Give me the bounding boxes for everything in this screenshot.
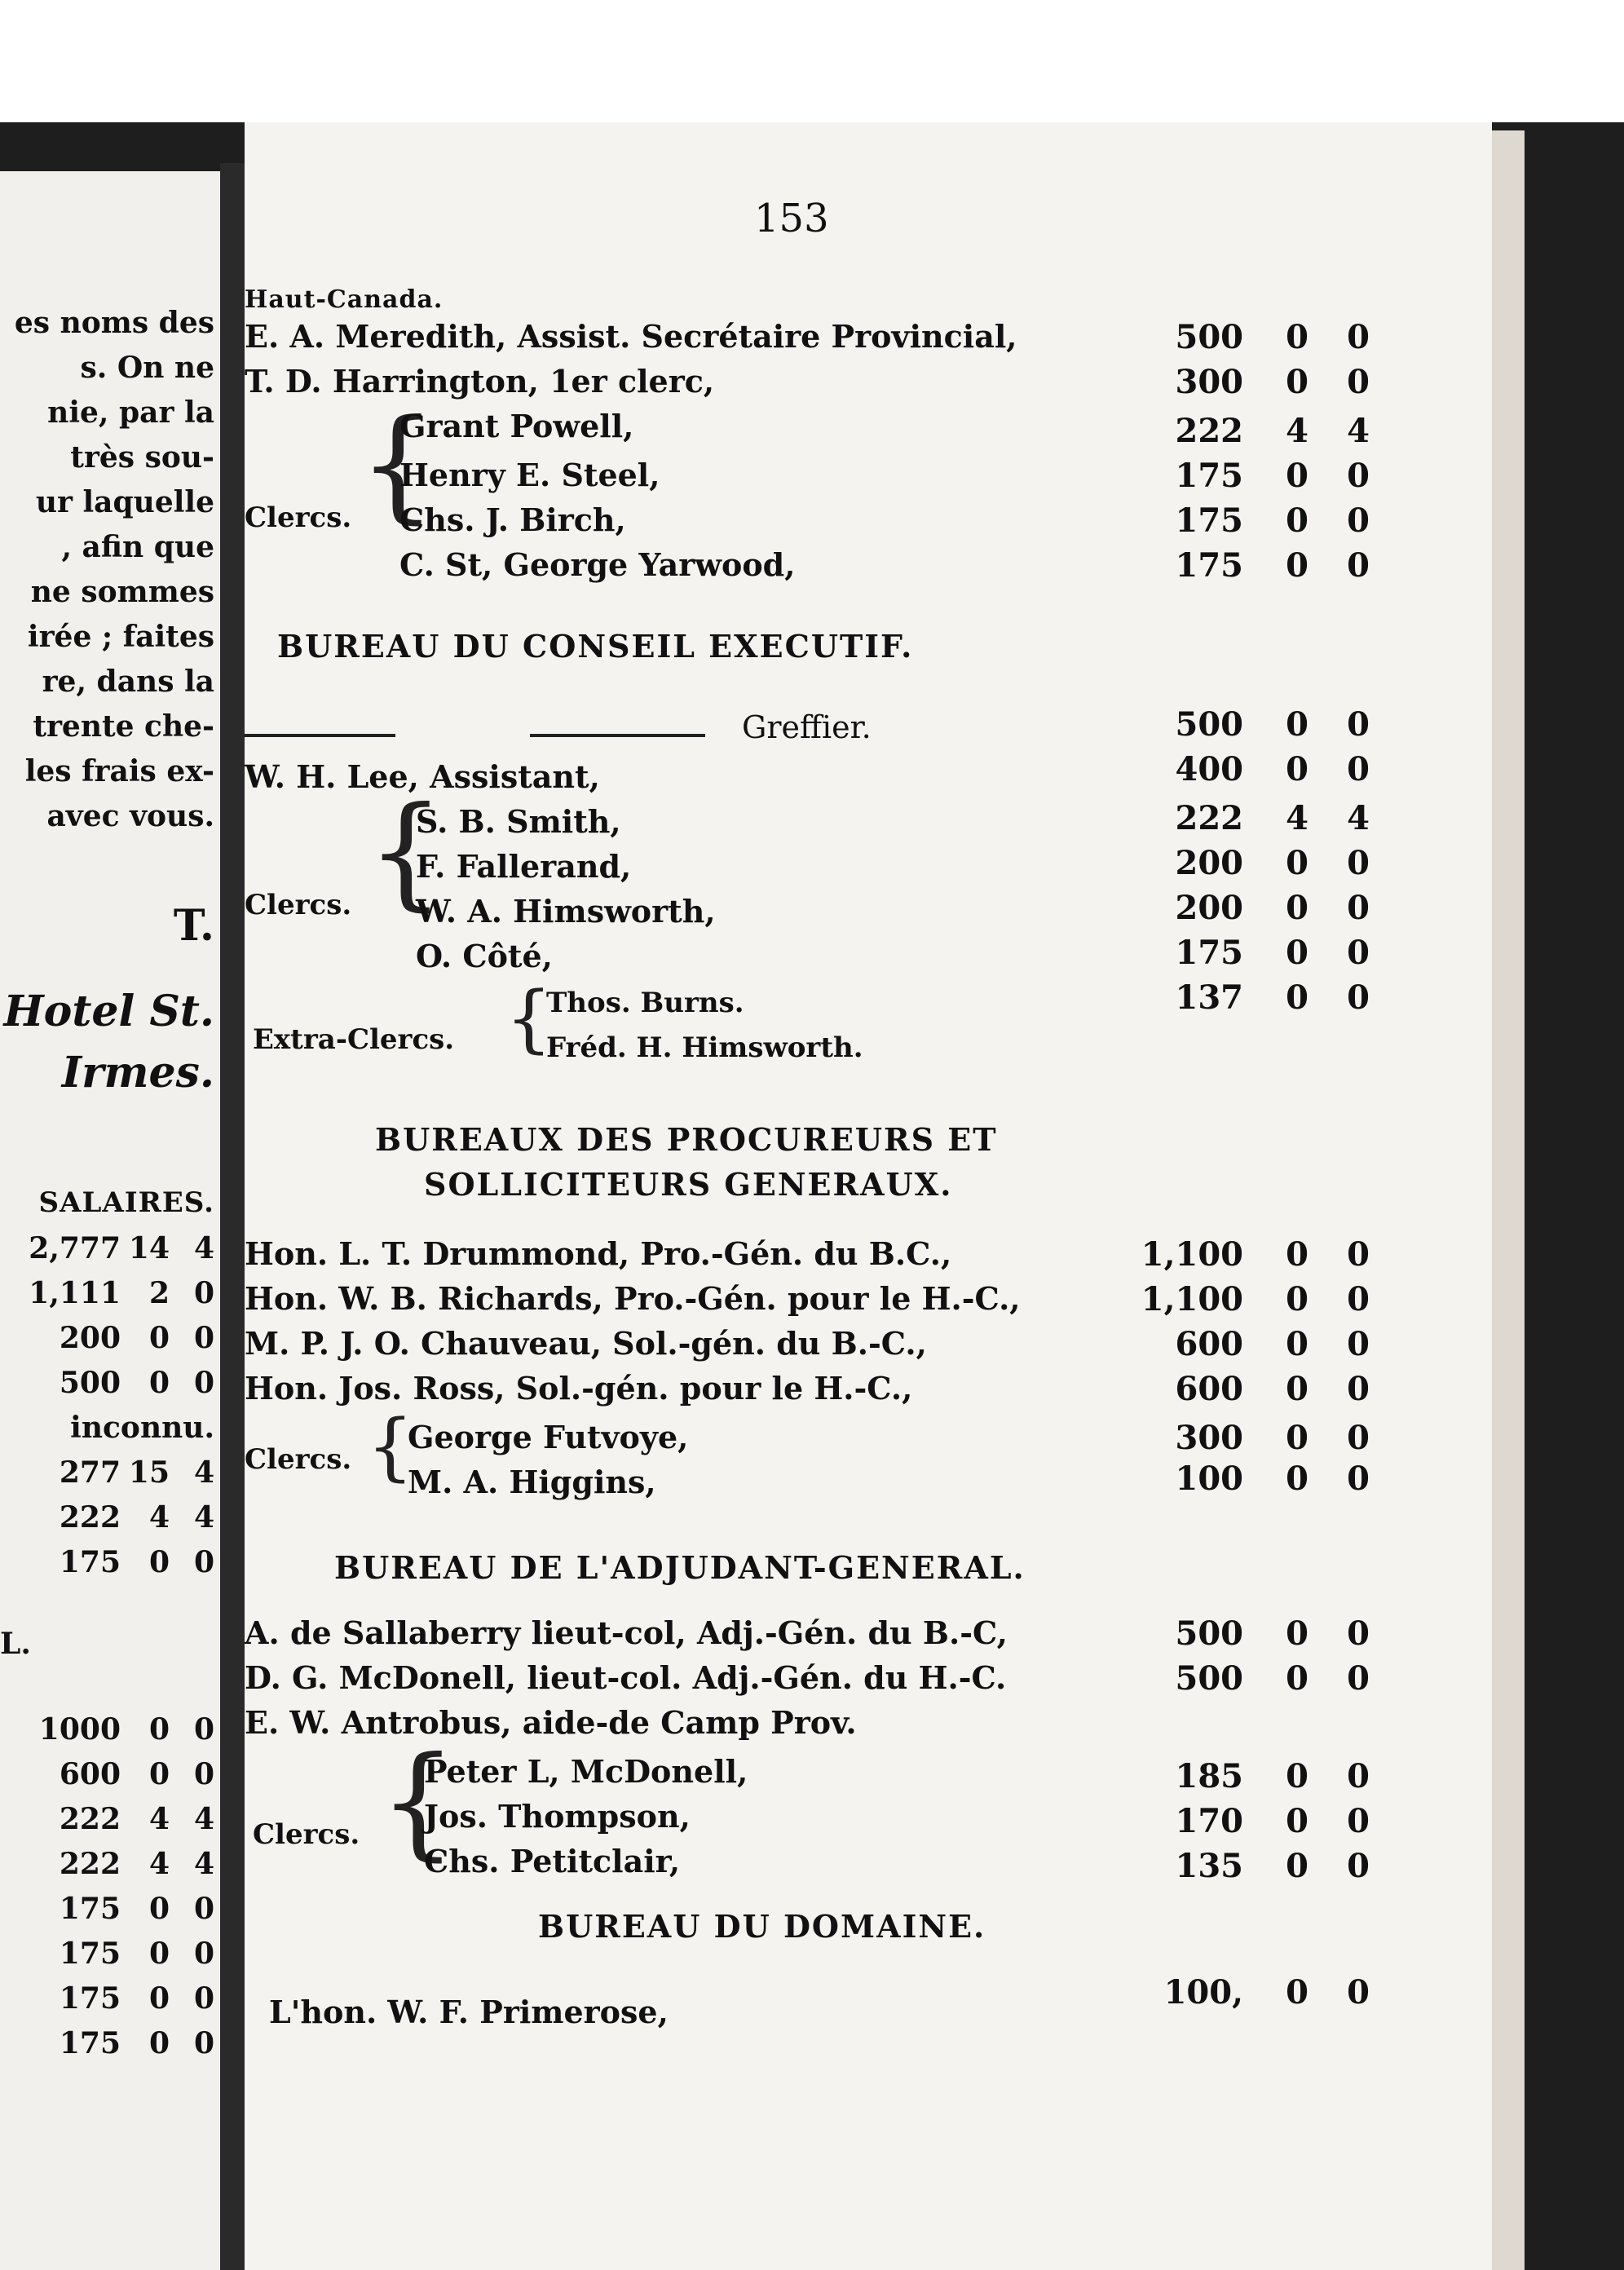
left-text-line: les frais ex- [24, 754, 214, 788]
clerc-name: S. B. Smith, [416, 803, 621, 840]
left-text-line: ne sommes [30, 575, 214, 609]
brace: { [379, 1731, 457, 1873]
left-text-line: re, dans la [42, 665, 214, 699]
left-text-line: ur laquelle [35, 485, 214, 519]
left-text-line: es noms des [14, 306, 214, 340]
heading-conseil-executif: BUREAU DU CONSEIL EXECUTIF. [277, 628, 914, 665]
left-l-fragment: L. [0, 1627, 31, 1661]
clerc-name: Grant Powell, [399, 408, 634, 444]
entry-text: T. D. Harrington, 1er clerc, [245, 363, 715, 400]
clerc-name: Chs. Petitclair, [424, 1843, 681, 1879]
blank-name-rule [530, 734, 705, 737]
brace: { [367, 1404, 414, 1490]
entry-text: A. de Sallaberry lieut-col, Adj.-Gén. du B.-C, [245, 1614, 1008, 1651]
clerc-name: C. St, George Yarwood, [399, 546, 796, 583]
entry-text: Hon. L. T. Drummond, Pro.-Gén. du B.C., [245, 1235, 952, 1272]
clerc-name: M. A. Higgins, [408, 1464, 656, 1500]
clerc-name: Chs. J. Birch, [399, 501, 626, 538]
heading-procureurs-2: SOLLICITEURS GENERAUX. [424, 1166, 953, 1203]
brace: { [505, 976, 553, 1062]
clerc-name: Jos. Thompson, [424, 1798, 691, 1835]
section-title-haut-canada: Haut-Canada. [245, 285, 444, 314]
entry-text: W. H. Lee, Assistant, [245, 758, 600, 795]
clercs-label: Clercs. [245, 501, 352, 534]
left-armes-line: Irmes. [61, 1048, 214, 1097]
brace: { [367, 781, 445, 923]
extra-clerc-name: Thos. Burns. [546, 987, 744, 1019]
left-salaires-heading: SALAIRES. [38, 1186, 214, 1219]
heading-adjudant-general: BUREAU DE L'ADJUDANT-GENERAL. [334, 1549, 1026, 1586]
left-text-line: irée ; faites [27, 620, 214, 654]
page-number: 153 [754, 196, 829, 241]
entry-text: L'hon. W. F. Primerose, [269, 1994, 669, 2030]
entry-text: E. W. Antrobus, aide-de Camp Prov. [245, 1704, 857, 1741]
left-text-line: s. On ne [80, 351, 214, 385]
greffier-label: Greffier. [742, 709, 872, 745]
clerc-name: F. Fallerand, [416, 848, 632, 885]
clerc-name: George Futvoye, [408, 1419, 689, 1455]
left-heading-fragment: T. [173, 901, 214, 951]
left-inconnu: inconnu. [70, 1411, 214, 1445]
clerc-name: W. A. Himsworth, [416, 893, 716, 930]
extra-clercs-label: Extra-Clercs. [253, 1023, 455, 1056]
left-text-line: , afin que [61, 530, 214, 564]
page-edge [1492, 130, 1525, 2270]
clerc-name: Peter L, McDonell, [424, 1753, 748, 1790]
left-text-line: nie, par la [47, 395, 214, 430]
left-hotel-line: Hotel St. [3, 987, 214, 1036]
right-page: 153 Haut-Canada. E. A. Meredith, Assist. Secrétaire Provincial, 500 0 0 T. D. Harrington, 1er clerc, 300 0 0 Clercs. { Grant Powell, 222 4 4 Henry E. Steel, 175 0 0 Chs. J. Birch, 175 0 0 C. St, George Yarwood, 175 0 0 BUREAU DU CONSEIL EXECUTIF. Greffier. 500 0 0 W. H. Lee, Assistant, 400 0 0 Clercs. { S. B. Smith, 222 4 4 F. Fallerand, 200 0 0 W. A. Himsworth, 200 0 0 O. Côté, 175 0 0 137 0 0 Extra-Clercs. { Thos. Burns. Fréd. H. Himsworth. BUREAUX DES PROCUREURS ET SOLLICITEURS GENERAUX. Hon. L. T. Drummond, Pro.-Gén. du B.C., 1,100 0 0 Hon. W. B. Richards, Pro.-Gén. pour le H.-C., 1,100 0 0 M. P. J. O. Chauveau, Sol.-gén. du B.-C., 600 0 0 Hon. Jos. Ross, Sol.-gén. pour le H.-C., 600 0 0 Clercs. { George Futvoye, 300 0 0 M. A. Higgins, 100 0 0 BUREAU DE L'ADJUDANT-GENERAL. A. de Sallaberry lieut-col, Adj.-Gén. du B.-C, 500 0 0 D. G. McDonell, lieut-col. Adj.-Gén. du H.-C. 500 0 0 E. W. Antrobus, aide-de Camp Prov. 185 0 0 Clercs. { Peter L, McDonell, 170 0 0 Jos. Thompson, 135 0 0 Chs. Petitclair, BUREAU DU DOMAINE. L'hon. W. F. Primerose, 100, 0 0 [245, 122, 1492, 2270]
blank-name-rule [245, 734, 395, 737]
entry-text: Hon. Jos. Ross, Sol.-gén. pour le H.-C., [245, 1370, 913, 1407]
heading-procureurs-1: BUREAUX DES PROCUREURS ET [375, 1121, 998, 1158]
entry-text: D. G. McDonell, lieut-col. Adj.-Gén. du H.-C. [245, 1659, 1007, 1696]
clerc-name: O. Côté, [416, 938, 553, 974]
heading-domaine: BUREAU DU DOMAINE. [538, 1908, 986, 1945]
entry-text: Hon. W. B. Richards, Pro.-Gén. pour le H.-C., [245, 1280, 1021, 1317]
left-text-line: trente che- [33, 709, 214, 744]
left-page: es noms des s. On ne nie, par la très sou- ur laquelle , afin que ne sommes irée ; faites re, dans la trente che- les frais ex- avec vous. T. Hotel St. Irmes. SALAIRES. 2,777 14 4 1,111 2 0 200 0 0 500 0 0 inconnu. 277 15 4 222 4 4 175 0 0 L. 1000 0 0 600 0 0 222 4 4 222 4 4 175 0 0 175 0 0 175 0 0 175 0 0 [0, 171, 224, 2270]
clercs-label: Clercs. [245, 889, 352, 921]
left-text-line: avec vous. [46, 799, 214, 833]
entry-text: M. P. J. O. Chauveau, Sol.-gén. du B.-C., [245, 1325, 927, 1362]
clercs-label: Clercs. [245, 1443, 352, 1476]
brace: { [359, 394, 437, 536]
extra-clerc-name: Fréd. H. Himsworth. [546, 1031, 863, 1064]
clerc-name: Henry E. Steel, [399, 457, 660, 493]
clercs-label: Clercs. [253, 1818, 360, 1851]
left-text-line: très sou- [70, 440, 214, 475]
entry-text: E. A. Meredith, Assist. Secrétaire Provincial, [245, 318, 1017, 355]
